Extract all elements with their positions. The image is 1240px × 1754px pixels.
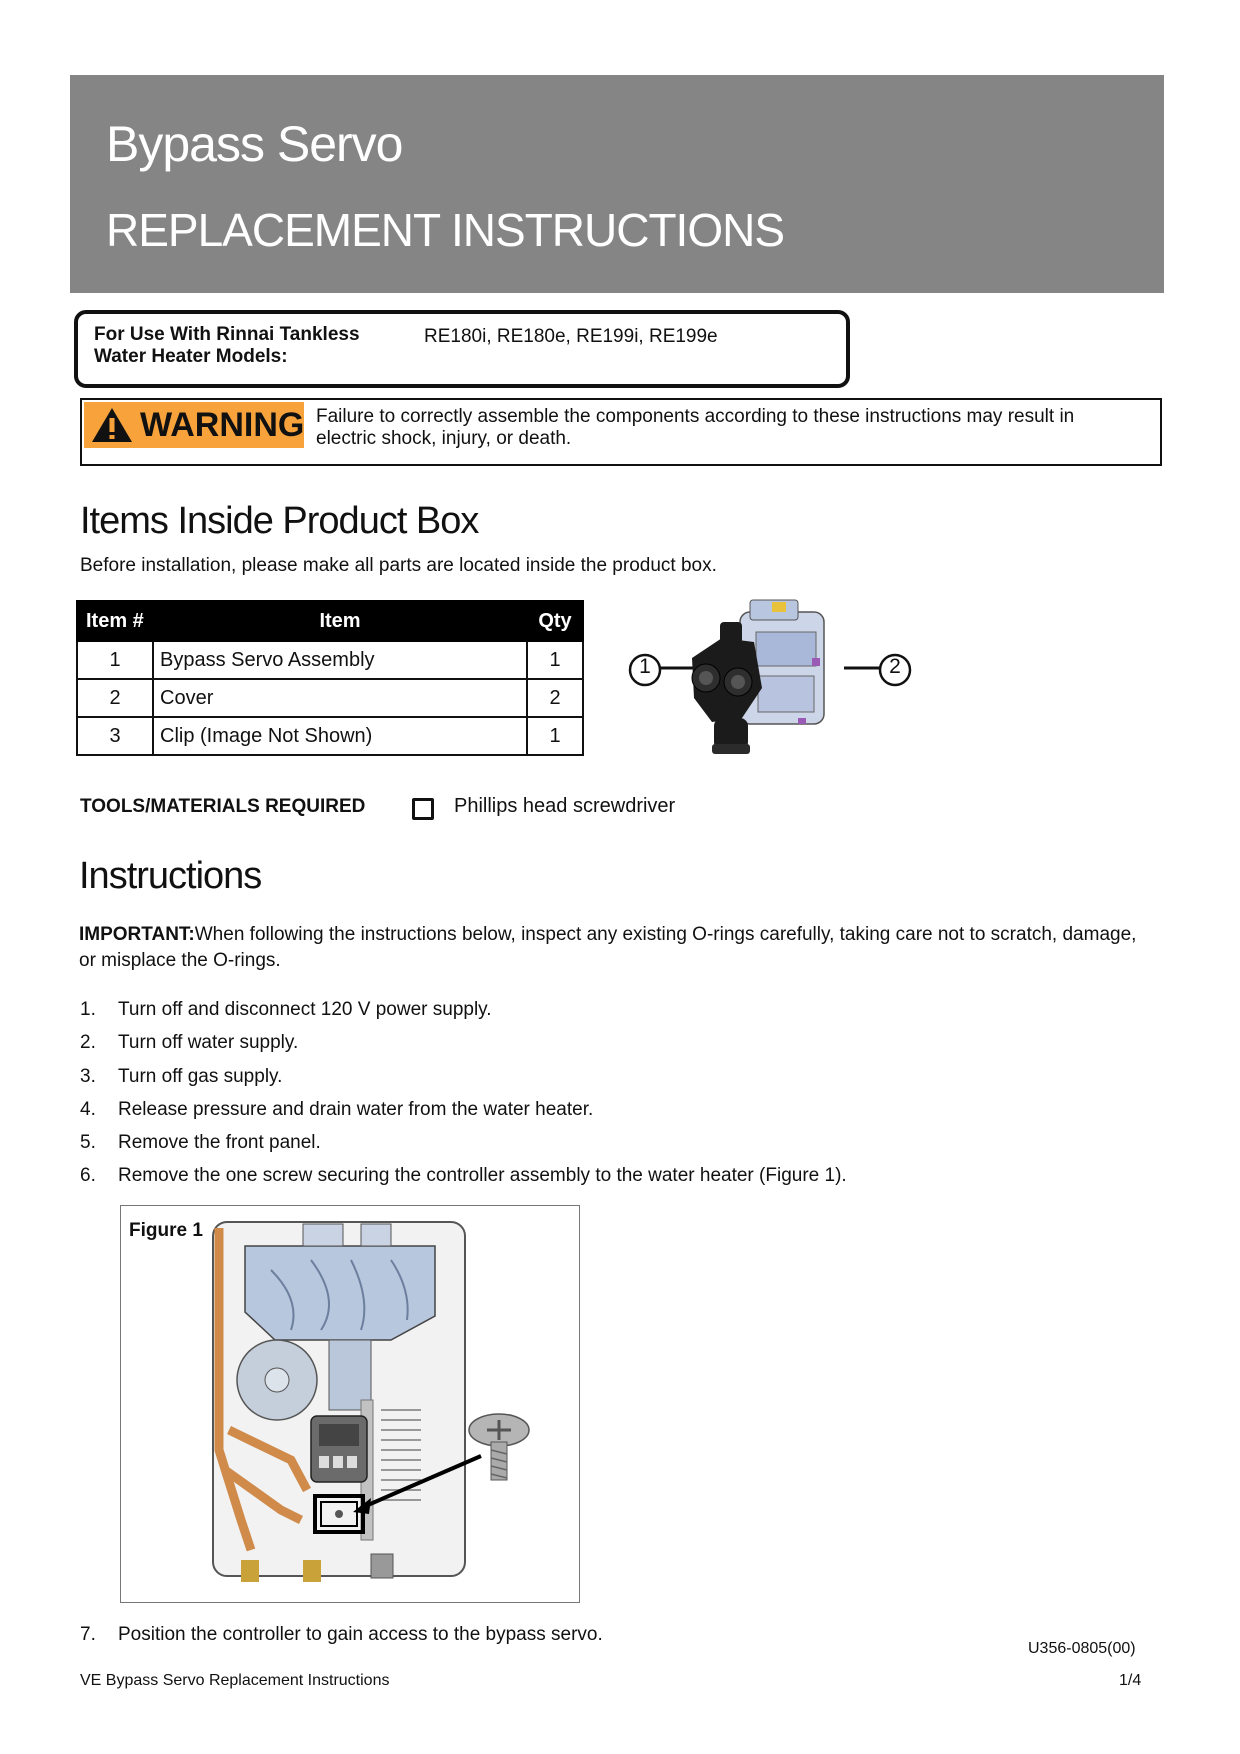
callout-1-label: 1 (639, 655, 651, 678)
important-note (79, 922, 1139, 974)
step-text: Release pressure and drain water from the water heater. (118, 1098, 594, 1120)
step-number: 3. (80, 1065, 96, 1087)
table-cell: 2 (77, 679, 153, 717)
water-heater-illustration (211, 1220, 571, 1590)
col-item-number: Item # (77, 601, 153, 641)
items-heading: Items Inside Product Box (80, 500, 479, 542)
step-number: 1. (80, 999, 96, 1020)
step-number: 6. (80, 1165, 96, 1187)
table-cell: 1 (527, 641, 583, 679)
tool-checkbox[interactable] (412, 798, 434, 820)
table-row (77, 717, 583, 755)
table-cell: Cover (153, 679, 527, 717)
models-value: RE180i, RE180e, RE199i, RE199e (424, 326, 718, 347)
tools-label: TOOLS/MATERIALS REQUIRED (80, 796, 366, 817)
parts-table-header (77, 601, 583, 641)
tool-item: Phillips head screwdriver (454, 795, 676, 817)
page-subtitle: REPLACEMENT INSTRUCTIONS (106, 204, 785, 256)
table-cell: 3 (77, 717, 153, 755)
parts-table (76, 600, 584, 756)
callout-2-label: 2 (889, 655, 901, 678)
header-banner (70, 75, 1164, 293)
step-number: 4. (80, 1098, 96, 1120)
step-number: 2. (80, 1032, 96, 1054)
models-box (74, 310, 850, 388)
page-number: 1/4 (1119, 1672, 1142, 1689)
page-title: Bypass Servo (106, 116, 403, 172)
doc-title: VE Bypass Servo Replacement Instructions (80, 1672, 390, 1689)
step-text: Turn off water supply. (118, 1032, 299, 1054)
step-number: 7. (80, 1624, 96, 1645)
table-cell: 1 (77, 641, 153, 679)
items-intro: Before installation, please make all parts are located inside the product box. (80, 555, 717, 576)
bypass-servo-illustration (622, 598, 918, 758)
col-qty: Qty (527, 601, 583, 641)
step-number: 5. (80, 1132, 96, 1154)
step-text: Turn off gas supply. (118, 1065, 283, 1087)
step-text: Position the controller to gain access to the bypass servo. (118, 1624, 603, 1645)
instructions-heading: Instructions (79, 855, 262, 897)
table-row (77, 679, 583, 717)
doc-code: U356-0805(00) (1028, 1640, 1136, 1657)
table-cell: Clip (Image Not Shown) (153, 717, 527, 755)
warning-triangle-icon (90, 406, 134, 444)
figure-1 (120, 1205, 580, 1603)
important-text: When following the instructions below, inspect any existing O-rings carefully, taking care not to scratch, damage, or misplace the O-rings. (79, 924, 1137, 971)
table-cell: 1 (527, 717, 583, 755)
col-item: Item (153, 601, 527, 641)
step-text: Remove the front panel. (118, 1132, 321, 1154)
table-cell: 2 (527, 679, 583, 717)
warning-box (80, 398, 1162, 466)
table-row (77, 641, 583, 679)
step-text: Remove the one screw securing the controller assembly to the water heater (Figure 1). (118, 1165, 847, 1187)
table-cell: Bypass Servo Assembly (153, 641, 527, 679)
warning-label: WARNING (140, 406, 305, 444)
important-label: IMPORTANT: (79, 924, 195, 945)
step-text: Turn off and disconnect 120 V power supply. (118, 999, 492, 1020)
figure-caption: Figure 1 (129, 1220, 203, 1241)
models-label: For Use With Rinnai Tankless Water Heater Models: (94, 324, 360, 367)
warning-text: Failure to correctly assemble the components according to these instructions may result in electric shock, injury, or death. (316, 406, 1075, 449)
warning-badge (84, 402, 304, 448)
